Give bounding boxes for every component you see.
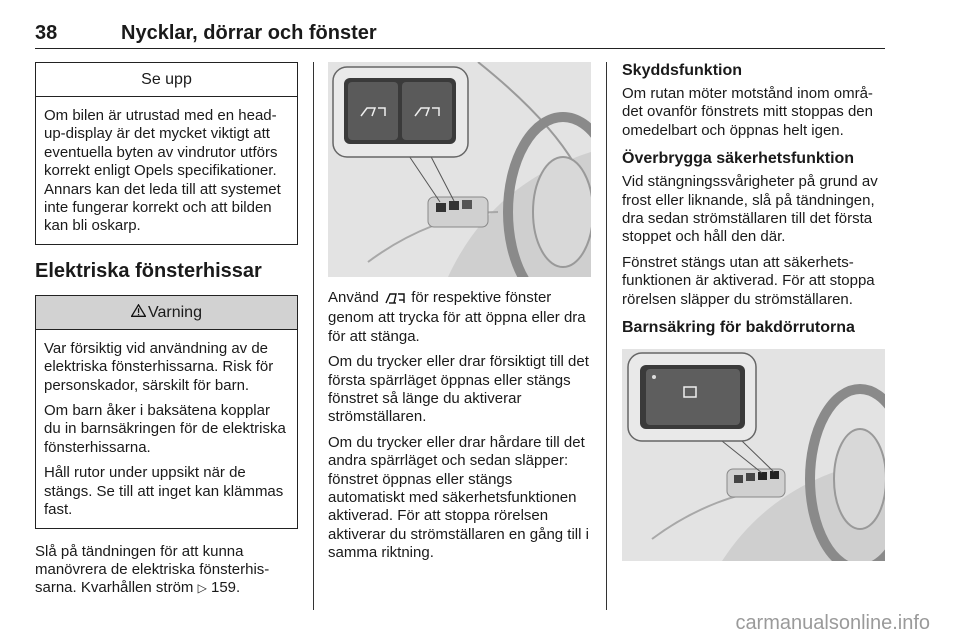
window-switch-icon (385, 291, 405, 309)
warning-header (36, 296, 297, 330)
window-switch-illustration (328, 62, 591, 277)
ignition-paragraph (35, 543, 298, 598)
warning-paragraph: Om barn åker i baksätena kopplar du in barnsäkringen för de elektriska fönsterhissarna. (44, 402, 286, 456)
warning-paragraph: Var försiktig vid användning av de elektriska fönsterhissarna. Risk för personskador, särskilt för barn. (44, 339, 274, 394)
child-lock-illustration (622, 349, 885, 561)
caution-title: Se upp (36, 63, 297, 97)
second-detent-paragraph: Om du trycker eller drar hårdare till det andra spärrläget och sedan släpper: fönstret öppnas eller stängs automatiskt med säkerhetsfunktionen aktiverad. För att stoppa rörelsen aktiverar du strömställaren en gång till i samma riktning. (328, 433, 589, 562)
override-paragraph: Fönstret stängs utan att säkerhetsfunktionen är aktiverad. För att stoppa rörelsen släpper du strömställaren. (622, 253, 875, 308)
override-heading: Överbrygga säkerhetsfunktion (622, 150, 855, 168)
warning-box (35, 295, 298, 529)
page-number: 38 (35, 22, 58, 44)
caution-box (35, 62, 298, 245)
footer-watermark: carmanualsonline.info (735, 612, 930, 634)
section-title: Elektriska fönsterhissar (35, 259, 262, 282)
column-divider (606, 62, 607, 610)
chapter-title: Nycklar, dörrar och fönster (121, 22, 377, 44)
column-1 (35, 62, 298, 605)
column-3 (622, 62, 885, 561)
column-2 (328, 62, 591, 570)
usage-text: Använd (328, 289, 384, 306)
protection-paragraph: Om rutan möter motstånd inom området ovanför fönstrets mitt stoppas den omedelbart och öppnas helt igen. (622, 85, 873, 139)
warning-triangle-icon (131, 304, 146, 321)
usage-paragraph (328, 289, 591, 346)
page-header (35, 22, 885, 49)
page-reference[interactable]: 159. (210, 579, 241, 597)
column-divider (313, 62, 314, 610)
arrow-right-icon: ▷ (197, 581, 207, 596)
ignition-text: Slå på tändningen för att kunna manövrera de elektriska fönsterhissarna. Kvarhållen ström (35, 542, 270, 597)
usage-text: för respektive fönster genom att trycka för att öppna eller dra för att stänga. (328, 289, 586, 345)
warning-title: Varning (148, 303, 202, 321)
first-detent-paragraph: Om du trycker eller drar försiktigt till det första spärrläget öppnas eller stängs fönstret så länge du aktiverar strömställaren. (328, 353, 589, 426)
warning-paragraph: Håll rutor under uppsikt när de stängs. Se till att inget kan klämmas fast. (44, 464, 284, 519)
protection-heading: Skyddsfunktion (622, 62, 743, 79)
caution-text: Om bilen är utrustad med en head-up-display är det mycket viktigt att eventuella byten av vindrutor utförs korrekt enligt Opels specifikationer. Annars kan det leda till att systemet inte fungerar korrekt och att bilden kan bli oskarp. (44, 107, 281, 235)
child-lock-heading: Barnsäkring för bakdörrutorna (622, 319, 855, 337)
override-paragraph: Vid stängningssvårigheter på grund av frost eller liknande, slå på tändningen, dra sedan strömställaren till det första stoppet och håll den där. (622, 173, 878, 246)
